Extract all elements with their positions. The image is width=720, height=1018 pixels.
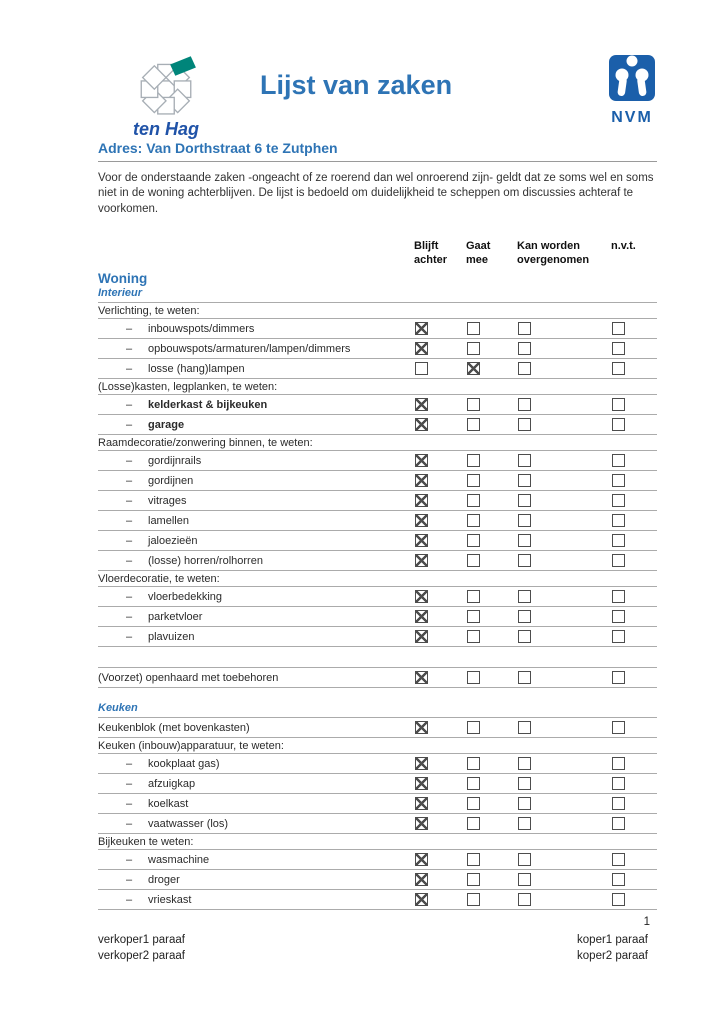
- checkbox-blijft-achter[interactable]: [415, 671, 428, 684]
- checkbox-kan-worden-overgenomen[interactable]: [518, 342, 531, 355]
- column-header-blijft-achter: Blijft achter: [414, 240, 448, 267]
- item-label: Verlichting, te weten:: [98, 305, 200, 318]
- table-row: [98, 571, 657, 587]
- item-label: (Losse)kasten, legplanken, te weten:: [98, 381, 278, 394]
- dash-bullet: –: [126, 893, 133, 906]
- checkbox-gaat-mee[interactable]: [467, 342, 480, 355]
- checkbox-gaat-mee[interactable]: [467, 777, 480, 790]
- item-label: gordijnrails: [148, 454, 202, 467]
- checkbox-gaat-mee[interactable]: [467, 610, 480, 623]
- table-row: [98, 531, 657, 551]
- checkbox-nvt[interactable]: [612, 590, 625, 603]
- checkbox-blijft-achter[interactable]: [415, 342, 428, 355]
- item-label: Keukenblok (met bovenkasten): [98, 721, 250, 734]
- checkbox-blijft-achter[interactable]: [415, 398, 428, 411]
- checkbox-kan-worden-overgenomen[interactable]: [518, 494, 531, 507]
- dash-bullet: –: [126, 817, 133, 830]
- dash-bullet: –: [126, 514, 133, 527]
- item-label: Vloerdecoratie, te weten:: [98, 573, 220, 586]
- checkbox-nvt[interactable]: [612, 630, 625, 643]
- table-row: [98, 607, 657, 627]
- column-header-spacer: [98, 240, 414, 268]
- checkbox-gaat-mee[interactable]: [467, 322, 480, 335]
- page-number: 1: [643, 916, 650, 928]
- checkbox-gaat-mee[interactable]: [467, 362, 480, 375]
- dash-bullet: –: [126, 554, 133, 567]
- table-row: [98, 395, 657, 415]
- items-table: [98, 302, 657, 910]
- dash-bullet: –: [126, 797, 133, 810]
- koper2-paraaf-label: koper2 paraaf: [577, 949, 648, 962]
- checkbox-blijft-achter[interactable]: [415, 494, 428, 507]
- item-label: inbouwspots/dimmers: [148, 322, 255, 335]
- checkbox-blijft-achter[interactable]: [415, 322, 428, 335]
- table-row: [98, 814, 657, 834]
- item-label: Keuken (inbouw)apparatuur, te weten:: [98, 740, 284, 753]
- nvm-wordmark: NVM: [611, 109, 653, 126]
- checkbox-nvt[interactable]: [612, 494, 625, 507]
- table-row: [98, 551, 657, 571]
- checkbox-nvt[interactable]: [612, 454, 625, 467]
- item-label: kookplaat gas): [148, 757, 220, 770]
- checkbox-blijft-achter[interactable]: [415, 590, 428, 603]
- table-row: [98, 794, 657, 814]
- checkbox-kan-worden-overgenomen[interactable]: [518, 590, 531, 603]
- table-row: [98, 435, 657, 451]
- table-row: [98, 850, 657, 870]
- checkbox-blijft-achter[interactable]: [415, 418, 428, 431]
- column-header-kan-worden-overgenomen: Kan worden overgenomen: [517, 240, 590, 267]
- checkbox-gaat-mee[interactable]: [467, 817, 480, 830]
- dash-bullet: –: [126, 454, 133, 467]
- checkbox-nvt[interactable]: [612, 342, 625, 355]
- table-row: [98, 379, 657, 395]
- table-row: [98, 870, 657, 890]
- item-label: Raamdecoratie/zonwering binnen, te weten:: [98, 437, 313, 450]
- table-row: [98, 754, 657, 774]
- table-row: [98, 587, 657, 607]
- item-label: afzuigkap: [148, 777, 196, 790]
- dash-bullet: –: [126, 853, 133, 866]
- dash-bullet: –: [126, 398, 133, 411]
- checkbox-nvt[interactable]: [612, 554, 625, 567]
- seller-initials-labels: [98, 933, 185, 964]
- dash-bullet: –: [126, 534, 133, 547]
- checkbox-kan-worden-overgenomen[interactable]: [518, 514, 531, 527]
- dash-bullet: –: [126, 777, 133, 790]
- checkbox-nvt[interactable]: [612, 362, 625, 375]
- checkbox-kan-worden-overgenomen[interactable]: [518, 398, 531, 411]
- document-header: [0, 0, 720, 140]
- checkbox-nvt[interactable]: [612, 777, 625, 790]
- checkbox-nvt[interactable]: [612, 817, 625, 830]
- checkbox-gaat-mee[interactable]: [467, 554, 480, 567]
- checkbox-kan-worden-overgenomen[interactable]: [518, 777, 531, 790]
- checkbox-kan-worden-overgenomen[interactable]: [518, 817, 531, 830]
- verkoper2-paraaf-label: verkoper2 paraaf: [98, 949, 185, 962]
- checkbox-gaat-mee[interactable]: [467, 454, 480, 467]
- table-row: [98, 834, 657, 850]
- checkbox-gaat-mee[interactable]: [467, 590, 480, 603]
- checkbox-blijft-achter[interactable]: [415, 362, 428, 375]
- table-row: [98, 471, 657, 491]
- checkbox-nvt[interactable]: [612, 610, 625, 623]
- checkbox-gaat-mee[interactable]: [467, 797, 480, 810]
- checkbox-nvt[interactable]: [612, 322, 625, 335]
- checkbox-gaat-mee[interactable]: [467, 630, 480, 643]
- table-row: [98, 668, 657, 688]
- item-label: jaloezieën: [148, 534, 198, 547]
- checkbox-nvt[interactable]: [612, 671, 625, 684]
- checkbox-nvt[interactable]: [612, 418, 625, 431]
- subsection-heading-interieur: Interieur: [98, 287, 143, 300]
- item-label: vloerbedekking: [148, 590, 222, 603]
- checkbox-nvt[interactable]: [612, 534, 625, 547]
- checkbox-kan-worden-overgenomen[interactable]: [518, 322, 531, 335]
- dash-bullet: –: [126, 610, 133, 623]
- checkbox-kan-worden-overgenomen[interactable]: [518, 630, 531, 643]
- checkbox-blijft-achter[interactable]: [415, 757, 428, 770]
- checkbox-nvt[interactable]: [612, 514, 625, 527]
- checkbox-gaat-mee[interactable]: [467, 398, 480, 411]
- checkbox-kan-worden-overgenomen[interactable]: [518, 362, 531, 375]
- checkbox-nvt[interactable]: [612, 721, 625, 734]
- address-heading: Adres: Van Dorthstraat 6 te Zutphen: [98, 140, 657, 162]
- checkbox-nvt[interactable]: [612, 893, 625, 906]
- document-content: [98, 140, 657, 910]
- item-label: vitrages: [148, 494, 187, 507]
- table-row: [98, 647, 657, 668]
- checkbox-gaat-mee[interactable]: [467, 494, 480, 507]
- item-label: parketvloer: [148, 610, 203, 623]
- checkbox-kan-worden-overgenomen[interactable]: [518, 797, 531, 810]
- checkbox-blijft-achter[interactable]: [415, 777, 428, 790]
- checkbox-blijft-achter[interactable]: [415, 797, 428, 810]
- table-row: [98, 774, 657, 794]
- checkbox-blijft-achter[interactable]: [415, 853, 428, 866]
- nvm-logo: [606, 52, 658, 127]
- checkbox-blijft-achter[interactable]: [415, 873, 428, 886]
- checkbox-blijft-achter[interactable]: [415, 454, 428, 467]
- verkoper1-paraaf-label: verkoper1 paraaf: [98, 934, 185, 946]
- table-row: [98, 303, 657, 319]
- checkbox-kan-worden-overgenomen[interactable]: [518, 873, 531, 886]
- checkbox-kan-worden-overgenomen[interactable]: [518, 757, 531, 770]
- checkbox-gaat-mee[interactable]: [467, 534, 480, 547]
- item-label: gordijnen: [148, 474, 194, 487]
- table-row: [98, 718, 657, 738]
- checkbox-blijft-achter[interactable]: [415, 534, 428, 547]
- item-label: koelkast: [148, 797, 189, 810]
- checkbox-nvt[interactable]: [612, 757, 625, 770]
- checkbox-kan-worden-overgenomen[interactable]: [518, 671, 531, 684]
- item-label: Keuken: [98, 702, 138, 715]
- checkbox-nvt[interactable]: [612, 797, 625, 810]
- table-row: [98, 339, 657, 359]
- item-label: wasmachine: [148, 853, 210, 866]
- item-label: kelderkast & bijkeuken: [148, 398, 268, 411]
- checkbox-kan-worden-overgenomen[interactable]: [518, 554, 531, 567]
- table-row: [98, 688, 657, 718]
- ten-hag-pinwheel-icon: [133, 50, 199, 116]
- table-row: [98, 451, 657, 471]
- item-label: Bijkeuken te weten:: [98, 836, 194, 849]
- checkbox-gaat-mee[interactable]: [467, 757, 480, 770]
- checkbox-gaat-mee[interactable]: [467, 514, 480, 527]
- table-row: [98, 491, 657, 511]
- dash-bullet: –: [126, 873, 133, 886]
- koper1-paraaf-label: koper1 paraaf: [577, 934, 648, 946]
- checkbox-gaat-mee[interactable]: [467, 853, 480, 866]
- page-title: Lijst van zaken: [260, 70, 453, 100]
- dash-bullet: –: [126, 757, 133, 770]
- dash-bullet: –: [126, 362, 133, 375]
- intro-paragraph: Voor de onderstaande zaken -ongeacht of ze roerend dan wel onroerend zijn- geldt dat ze soms wel en soms niet in de woning achterblijven. De lijst is bedoeld om duidelijkheid te scheppen om discussies achteraf te voorkomen.: [98, 172, 654, 215]
- checkbox-kan-worden-overgenomen[interactable]: [518, 534, 531, 547]
- checkbox-kan-worden-overgenomen[interactable]: [518, 721, 531, 734]
- checkbox-gaat-mee[interactable]: [467, 893, 480, 906]
- item-label: vrieskast: [148, 893, 192, 906]
- item-label: plavuizen: [148, 630, 195, 643]
- item-label: opbouwspots/armaturen/lampen/dimmers: [148, 342, 351, 355]
- table-row: [98, 359, 657, 379]
- item-label: (Voorzet) openhaard met toebehoren: [98, 671, 279, 684]
- checkbox-nvt[interactable]: [612, 474, 625, 487]
- table-row: [98, 511, 657, 531]
- item-label: (losse) horren/rolhorren: [148, 554, 263, 567]
- dash-bullet: –: [126, 418, 133, 431]
- dash-bullet: –: [126, 322, 133, 335]
- nvm-figures-icon: [608, 52, 656, 104]
- dash-bullet: –: [126, 630, 133, 643]
- dash-bullet: –: [126, 342, 133, 355]
- checkbox-blijft-achter[interactable]: [415, 817, 428, 830]
- checkbox-gaat-mee[interactable]: [467, 418, 480, 431]
- section-heading-woning: Woning: [98, 271, 148, 287]
- checkbox-blijft-achter[interactable]: [415, 893, 428, 906]
- table-row: [98, 627, 657, 647]
- item-label: garage: [148, 418, 185, 431]
- checkbox-blijft-achter[interactable]: [415, 610, 428, 623]
- checkbox-blijft-achter[interactable]: [415, 514, 428, 527]
- checkbox-kan-worden-overgenomen[interactable]: [518, 474, 531, 487]
- checkbox-blijft-achter[interactable]: [415, 721, 428, 734]
- checkbox-gaat-mee[interactable]: [467, 873, 480, 886]
- table-row: [98, 319, 657, 339]
- checkbox-nvt[interactable]: [612, 398, 625, 411]
- dash-bullet: –: [126, 474, 133, 487]
- ten-hag-wordmark: ten Hag: [132, 119, 199, 139]
- column-headers: [98, 240, 657, 268]
- checkbox-gaat-mee[interactable]: [467, 671, 480, 684]
- table-row: [98, 890, 657, 910]
- item-label: lamellen: [148, 514, 189, 527]
- ten-hag-logo: [110, 50, 222, 140]
- dash-bullet: –: [126, 494, 133, 507]
- checkbox-kan-worden-overgenomen[interactable]: [518, 454, 531, 467]
- checkbox-nvt[interactable]: [612, 853, 625, 866]
- checkbox-gaat-mee[interactable]: [467, 721, 480, 734]
- checkbox-blijft-achter[interactable]: [415, 554, 428, 567]
- checkbox-gaat-mee[interactable]: [467, 474, 480, 487]
- checkbox-kan-worden-overgenomen[interactable]: [518, 893, 531, 906]
- column-header-gaat-mee: Gaat mee: [466, 240, 491, 267]
- buyer-initials-labels: [577, 933, 648, 964]
- item-label: losse (hang)lampen: [148, 362, 245, 375]
- item-label: vaatwasser (los): [148, 817, 229, 830]
- column-header-nvt: n.v.t.: [611, 240, 636, 253]
- table-row: [98, 738, 657, 754]
- checkbox-blijft-achter[interactable]: [415, 630, 428, 643]
- table-row: [98, 415, 657, 435]
- checkbox-kan-worden-overgenomen[interactable]: [518, 418, 531, 431]
- item-label: droger: [148, 873, 180, 886]
- checkbox-blijft-achter[interactable]: [415, 474, 428, 487]
- checkbox-kan-worden-overgenomen[interactable]: [518, 853, 531, 866]
- dash-bullet: –: [126, 590, 133, 603]
- checkbox-kan-worden-overgenomen[interactable]: [518, 610, 531, 623]
- checkbox-nvt[interactable]: [612, 873, 625, 886]
